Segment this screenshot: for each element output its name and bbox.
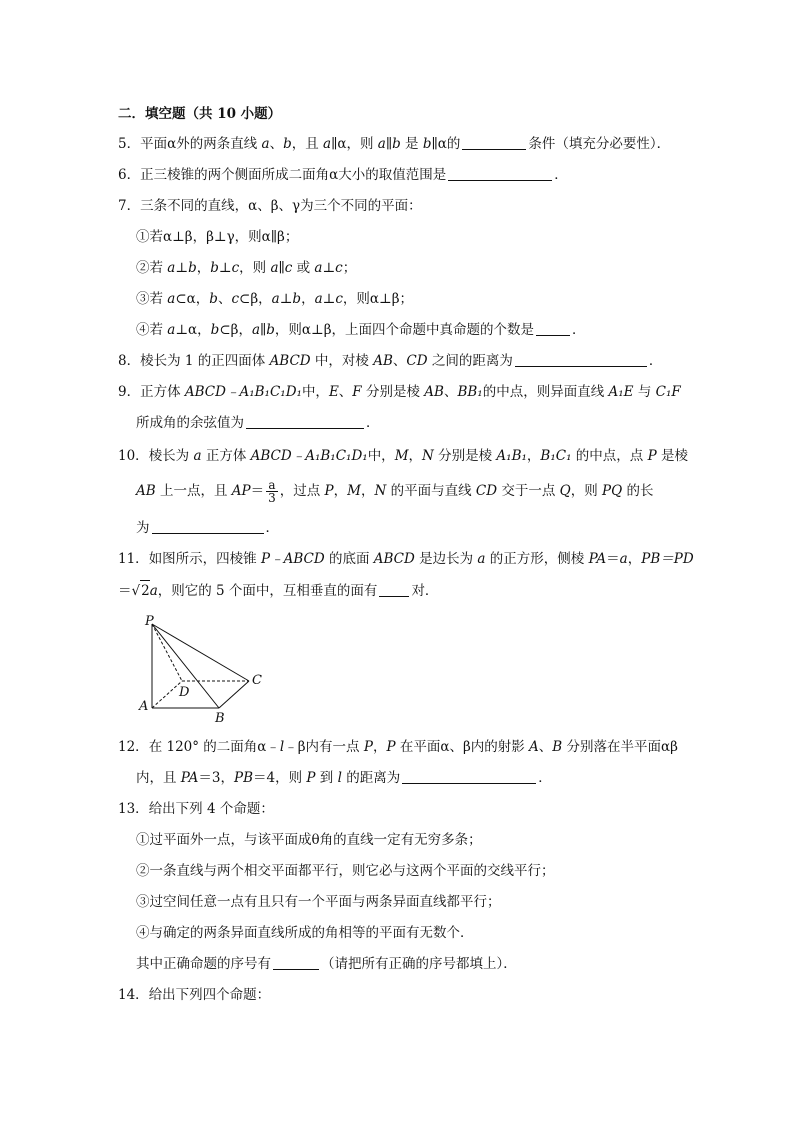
answer-blank[interactable] — [462, 135, 526, 150]
question-11: 11．如图所示，四棱锥 P﹣ABCD 的底面 ABCD 是边长为 a 的正方形，侧棱 PA＝a，PB＝PD — [118, 551, 694, 567]
label-B: B — [215, 711, 225, 724]
question-12: 12．在 120° 的二面角α﹣l﹣β内有一点 P，P 在平面α、β内的射影 A、B 分别落在半平面αβ — [118, 739, 678, 755]
q13-item-3: ③过空间任意一点有且只有一个平面与两条异面直线都平行； — [136, 894, 501, 910]
answer-blank[interactable] — [152, 519, 264, 534]
question-6: 6．正三棱锥的两个侧面所成二面角α大小的取值范围是 ． — [118, 167, 568, 183]
label-D: D — [179, 685, 190, 700]
edge-BC — [219, 681, 249, 708]
question-10-line-3: 为 ． — [136, 520, 279, 536]
q13-item-4: ④与确定的两条异面直线所成的角相等的平面有无数个． — [136, 925, 474, 941]
label-C: C — [252, 673, 262, 688]
question-8: 8．棱长为 1 的正四面体 ABCD 中，对棱 AB、CD 之间的距离为 ． — [118, 353, 663, 369]
q13-answer-line: 其中正确命题的序号有 （请把所有正确的序号都填上）． — [136, 956, 517, 972]
answer-blank[interactable] — [379, 582, 409, 597]
question-11-line-2: ＝√2a，则它的 5 个面中，互相垂直的面有 对． — [118, 580, 438, 601]
question-7: 7．三条不同的直线，α、β、γ为三个不同的平面： — [118, 198, 422, 214]
q7-item-2: ②若 a⊥b，b⊥c，则 a∥c 或 a⊥c； — [136, 260, 357, 276]
answer-blank[interactable] — [515, 352, 647, 367]
label-A: A — [139, 699, 149, 714]
q7-item-3: ③若 a⊂α，b、c⊂β，a⊥b，a⊥c，则α⊥β； — [136, 291, 414, 307]
answer-blank[interactable] — [273, 955, 319, 970]
question-9-line-2: 所成角的余弦值为 ． — [136, 415, 380, 431]
question-14: 14．给出下列四个命题： — [118, 987, 271, 1003]
answer-blank[interactable] — [448, 166, 552, 181]
q7-item-1: ①若α⊥β，β⊥γ，则α∥β； — [136, 229, 299, 245]
question-12-line-2: 内，且 PA＝3，PB＝4，则 P 到 l 的距离为 ． — [136, 770, 552, 786]
pyramid-figure — [136, 612, 271, 724]
question-10-line-2: AB 上一点，且 AP＝ $\frac{a}{3}$ ，过点 P，M，N 的平面与直线 CD 交于一点 Q，则 PQ 的长 — [136, 478, 654, 505]
fraction: $\frac{a}{3}$ — [268, 478, 276, 505]
question-10: 10．棱长为 a 正方体 ABCD﹣A₁B₁C₁D₁中，M，N 分别是棱 A₁B₁，B₁C₁ 的中点，点 P 是棱 — [118, 448, 688, 464]
answer-blank[interactable] — [402, 769, 536, 784]
question-13: 13．给出下列 4 个命题： — [118, 801, 274, 817]
question-9: 9．正方体 ABCD﹣A₁B₁C₁D₁中，E、F 分别是棱 AB、BB₁的中点，则异面直线 A₁E 与 C₁F — [118, 384, 681, 400]
edge-AD — [152, 681, 182, 708]
answer-blank[interactable] — [246, 414, 364, 429]
section-title: 二．填空题（共 10 小题） — [118, 106, 282, 122]
q7-item-4: ④若 a⊥α，b⊂β，a∥b，则α⊥β，上面四个命题中真命题的个数是 ． — [136, 322, 586, 338]
answer-blank[interactable] — [536, 321, 570, 336]
q13-item-1: ①过平面外一点，与该平面成θ角的直线一定有无穷多条； — [136, 832, 482, 848]
q13-item-2: ②一条直线与两个相交平面都平行，则它必与这两个平面的交线平行； — [136, 863, 555, 879]
label-P: P — [145, 614, 154, 629]
question-5: 5．平面α外的两条直线 a、b，且 a∥α，则 a∥b 是 b∥α的 条件（填充分必要性）． — [118, 136, 671, 152]
